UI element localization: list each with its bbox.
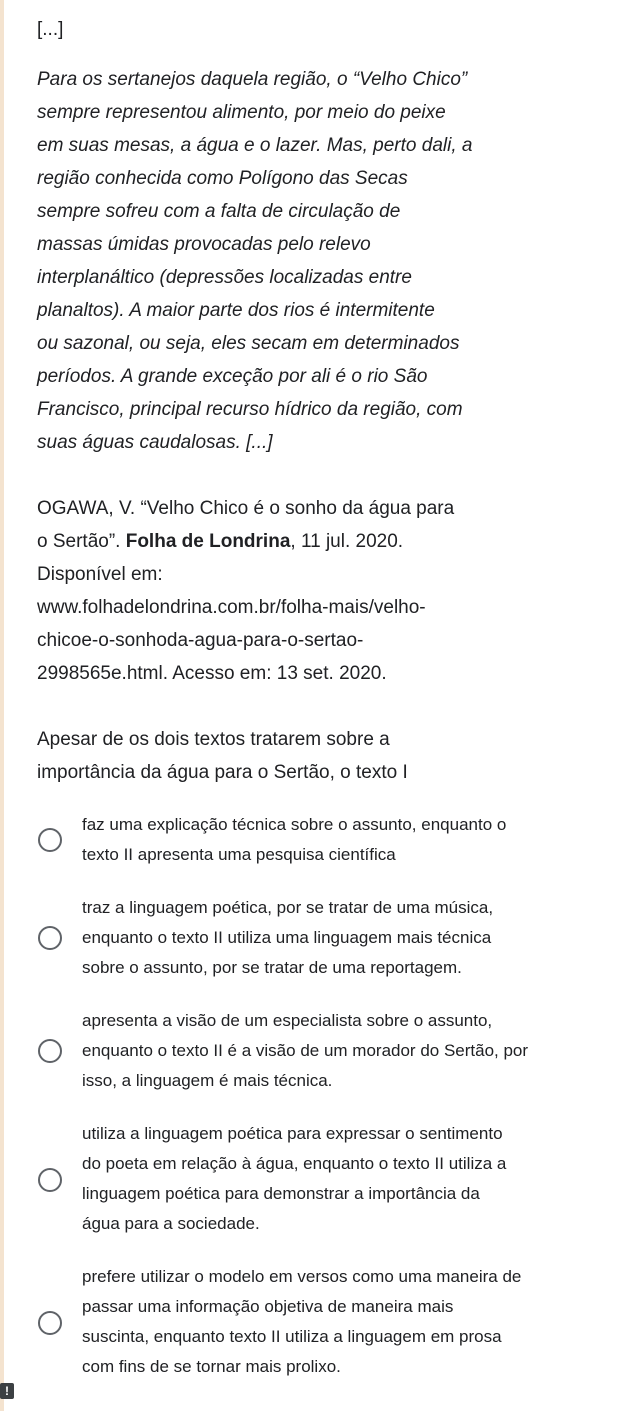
option-line: enquanto o texto II utiliza uma linguagem mais técnica <box>82 928 492 947</box>
alert-badge-icon[interactable]: ! <box>0 1383 14 1399</box>
option-line: faz uma explicação técnica sobre o assunto, enquanto o <box>82 815 507 834</box>
excerpt-ellipsis: [...] <box>37 19 64 40</box>
question-content <box>37 0 607 789</box>
excerpt-line: interplanáltico (depressões localizadas entre <box>37 267 412 288</box>
excerpt-line: períodos. A grande exceção por ali é o rio São <box>37 366 428 387</box>
option-line: traz a linguagem poética, por se tratar de uma música, <box>82 898 494 917</box>
option-line: água para a sociedade. <box>82 1214 260 1233</box>
reference-line: OGAWA, V. “Velho Chico é o sonho da água para <box>37 498 455 519</box>
option-line: apresenta a visão de um especialista sobre o assunto, <box>82 1011 493 1030</box>
option-line: linguagem poética para demonstrar a importância da <box>82 1184 480 1203</box>
radio-button-d[interactable] <box>38 1168 62 1192</box>
question-prompt <box>37 723 607 789</box>
radio-button-c[interactable] <box>38 1039 62 1063</box>
reference-date: , 11 jul. 2020. <box>290 531 404 552</box>
option-line: sobre o assunto, por se tratar de uma reportagem. <box>82 958 462 977</box>
radio-button-a[interactable] <box>38 828 62 852</box>
option-text <box>82 1262 612 1382</box>
option-line: enquanto o texto II é a visão de um morador do Sertão, por <box>82 1041 529 1060</box>
option-text <box>82 1006 612 1096</box>
option-line: prefere utilizar o modelo em versos como uma maneira de <box>82 1267 522 1286</box>
reference-line: 2998565e.html. Acesso em: 13 set. 2020. <box>37 663 387 684</box>
option-line: utiliza a linguagem poética para expressar o sentimento <box>82 1124 503 1143</box>
reference-line <box>37 525 607 558</box>
option-line: do poeta em relação à água, enquanto o texto II utiliza a <box>82 1154 507 1173</box>
question-line: importância da água para o Sertão, o texto I <box>37 762 408 783</box>
option-line: texto II apresenta uma pesquisa científica <box>82 845 396 864</box>
option-line: com fins de se tornar mais prolixo. <box>82 1357 341 1376</box>
reference-url-line: chicoe-o-sonhoda-agua-para-o-sertao- <box>37 630 364 651</box>
publication-name: Folha de Londrina <box>125 531 291 552</box>
option-line: isso, a linguagem é mais técnica. <box>82 1071 333 1090</box>
left-border-rule <box>0 0 4 1411</box>
excerpt-line: região conhecida como Polígono das Secas <box>37 168 408 189</box>
reference-title-prefix: o Sertão”. <box>37 531 126 552</box>
excerpt-line: massas úmidas provocadas pelo relevo <box>37 234 371 255</box>
excerpt-line: Francisco, principal recurso hídrico da região, com <box>37 399 463 420</box>
option-text <box>82 1119 612 1239</box>
reference-url-line: www.folhadelondrina.com.br/folha-mais/velho- <box>37 597 426 618</box>
excerpt-line: ou sazonal, ou seja, eles secam em determinados <box>37 333 460 354</box>
excerpt-line: planaltos). A maior parte dos rios é intermitente <box>37 300 435 321</box>
excerpt-line: sempre representou alimento, por meio do peixe <box>37 102 446 123</box>
excerpt-line: suas águas caudalosas. [...] <box>37 432 273 453</box>
option-line: passar uma informação objetiva de maneira mais <box>82 1297 454 1316</box>
question-line: Apesar de os dois textos tratarem sobre a <box>37 729 390 750</box>
source-reference <box>37 492 607 690</box>
option-line: suscinta, enquanto texto II utiliza a linguagem em prosa <box>82 1327 502 1346</box>
option-text <box>82 893 612 983</box>
text-excerpt <box>37 63 607 459</box>
excerpt-line: Para os sertanejos daquela região, o “Velho Chico” <box>37 69 468 90</box>
reference-line: Disponível em: <box>37 564 163 585</box>
option-text <box>82 810 612 870</box>
excerpt-line: em suas mesas, a água e o lazer. Mas, perto dali, a <box>37 135 473 156</box>
radio-button-e[interactable] <box>38 1311 62 1335</box>
radio-button-b[interactable] <box>38 926 62 950</box>
excerpt-line: sempre sofreu com a falta de circulação de <box>37 201 401 222</box>
